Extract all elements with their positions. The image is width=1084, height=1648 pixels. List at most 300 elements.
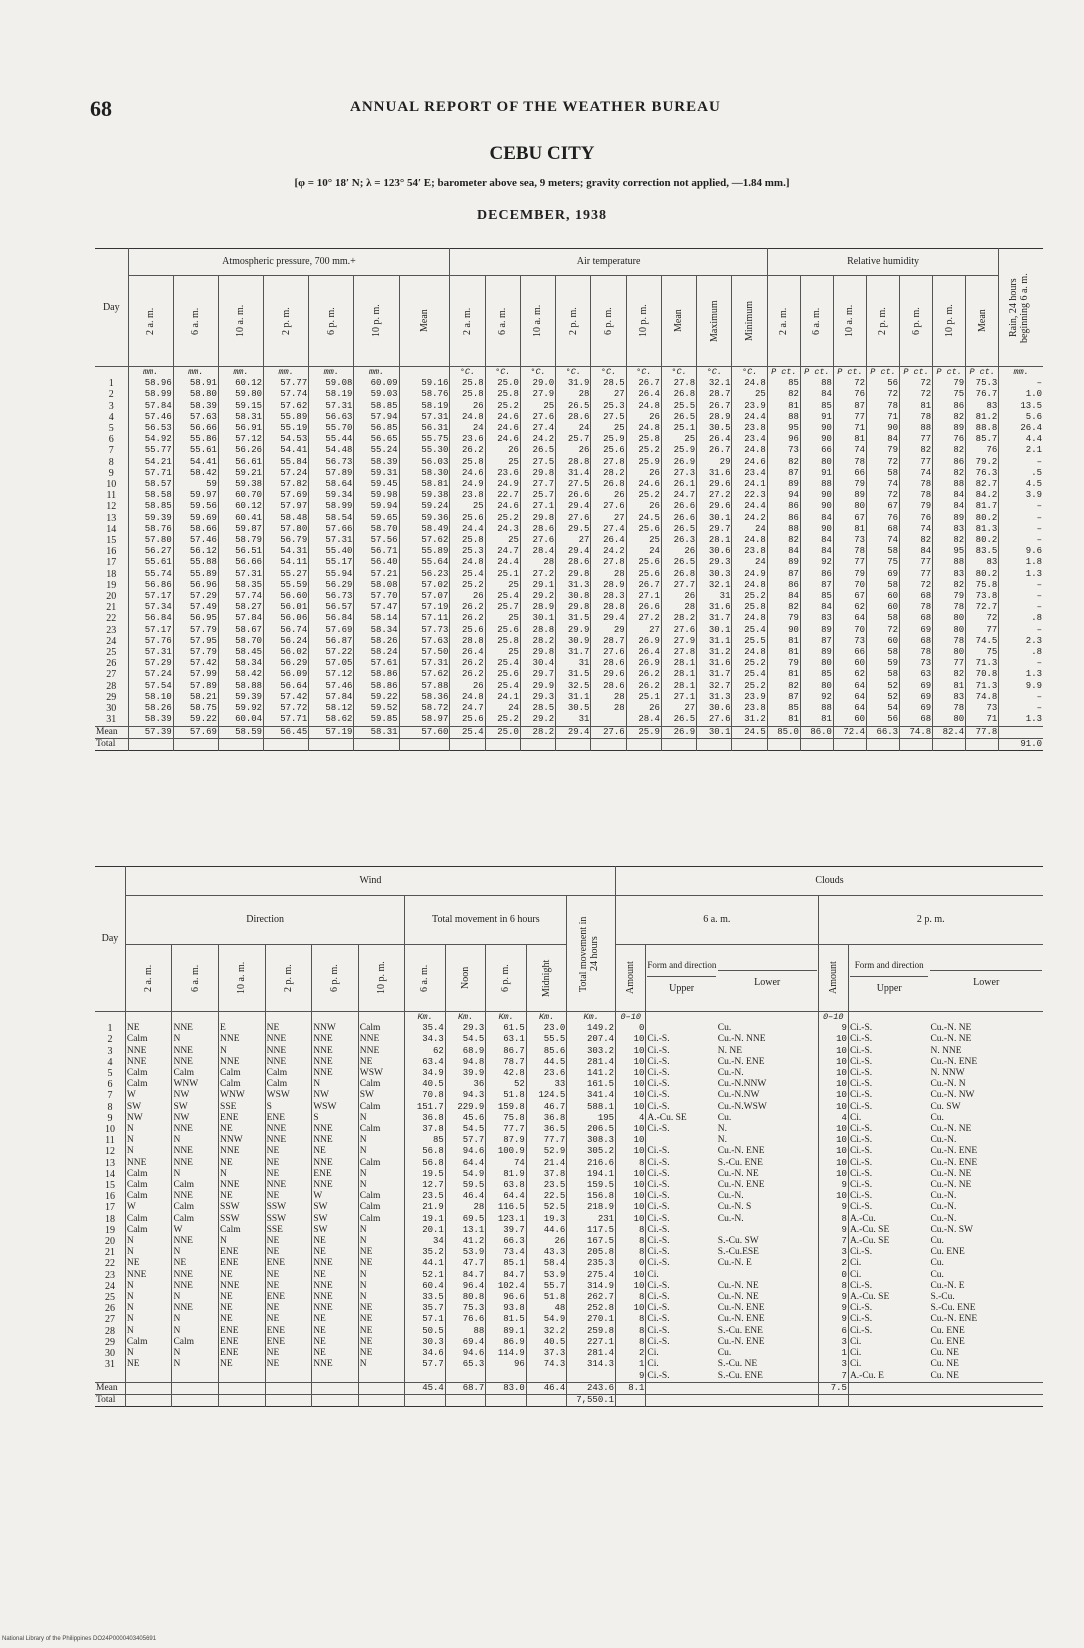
value-cell: 24.2 [732,513,767,524]
value-cell: 81 [767,647,800,658]
value-cell: Calm [358,1124,405,1135]
value-cell: 25.7 [520,490,555,501]
total-24-header: Total movement in 24 hours [567,896,616,1012]
value-cell: NE [265,1236,312,1247]
value-cell: 10 [818,1146,848,1157]
day-cell: 23 [106,624,117,636]
value-cell: 25.7 [485,602,520,613]
value-cell: Cu.-N. NE [930,1124,972,1135]
value-cell: 29.6 [697,501,732,512]
value-cell: 25.1 [626,692,661,703]
value-cell: Ci.-S. [848,1146,929,1157]
value-cell: 28.4 [626,714,661,726]
value-cell: NNW [312,1023,359,1034]
value-cell: NNE [312,1258,359,1269]
value-cell: 1.3 [999,714,1043,726]
value-cell: NE [358,1314,405,1325]
day-cell: 11 [105,1135,115,1147]
value-cell: 58.66 [173,524,218,535]
value-cell: 89 [933,513,966,524]
value-cell: WNW [172,1079,219,1090]
value-cell: 55.88 [173,557,218,568]
day-cell: 12 [104,1146,115,1158]
value-cell: 25.6 [626,557,661,568]
table-row [95,423,1043,434]
day-cell: 8 [107,1101,113,1113]
value-cell: 25.8 [450,457,485,468]
value-cell: NE [265,1348,312,1359]
value-cell: 10 [616,1034,646,1045]
value-cell: 26.6 [661,513,696,524]
value-cell: 28.2 [661,613,696,624]
value-cell: 9 [818,1292,848,1303]
value-cell: 54.53 [264,434,309,445]
value-cell: 75.3 [966,378,999,389]
value-cell: 57.62 [399,535,450,546]
value-cell: 29.8 [556,569,591,580]
table-row [95,1102,1043,1113]
value-cell: 28.7 [591,636,626,647]
value-cell: 58.4 [526,1258,567,1269]
value-cell: Cu.-N. NW [930,1090,975,1101]
value-cell: 58.96 [128,378,173,389]
value-cell: NNE [125,1158,172,1169]
value-cell: 85 [767,703,800,714]
value-cell: 69.5 [445,1214,486,1225]
value-cell: 60 [867,636,900,647]
value-cell: WNW [219,1090,266,1101]
value-cell: NE [358,1057,405,1068]
value-cell: NNE [219,1281,266,1292]
day-cell: 13 [106,512,117,524]
value-cell: Ci.-S. [848,1180,929,1191]
value-cell: Calm [358,1191,405,1202]
unit-cell: P ct. [800,367,833,379]
value-cell: Calm [172,1202,219,1213]
value-cell: 25 [732,389,767,400]
day-cell: 20 [104,1236,115,1248]
value-cell: 58.26 [128,703,173,714]
value-cell: N [172,1326,219,1337]
table-row [95,669,1043,680]
day-cell: 24 [106,635,117,647]
value-cell: 0 [616,1258,646,1269]
value-cell: 27.5 [556,479,591,490]
value-cell: ENE [265,1326,312,1337]
value-cell: 57.31 [399,658,450,669]
value-cell: 89 [767,479,800,490]
value-cell: 13.1 [445,1225,486,1236]
value-cell: 58.70 [354,524,399,535]
value-cell: 55.94 [309,569,354,580]
value-cell: S.-Cu.ESE [717,1247,759,1258]
value-cell: 28 [591,569,626,580]
value-cell: Cu.-N. ENE [930,1146,978,1157]
value-cell: 2 [818,1258,848,1269]
value-cell: 31.5 [556,669,591,680]
cloud-lower-header: Lower [717,945,818,1012]
day-cell: 28 [104,1325,115,1337]
value-cell: 67 [833,591,866,602]
value-cell: 25.9 [661,445,696,456]
value-cell: 56.57 [309,602,354,613]
value-cell: 37.8 [405,1124,446,1135]
mean-cell: 57.60 [399,726,450,738]
value-cell: 81 [767,636,800,647]
value-cell: 68 [900,591,933,602]
value-cell: 85.6 [526,1046,567,1057]
value-cell: 74 [833,445,866,456]
value-cell: 60 [867,591,900,602]
direction-col-header: 2 a. m. [125,945,172,1012]
value-cell: 24.1 [485,692,520,703]
value-cell: 10 [616,1281,646,1292]
value-cell: 24 [485,703,520,714]
value-cell: NNE [358,1034,405,1045]
value-cell: 32.1 [697,378,732,389]
value-cell: 58.08 [354,580,399,591]
value-cell: 29 [591,625,626,636]
value-cell: 58.14 [354,613,399,624]
value-cell: 29.3 [520,692,555,703]
value-cell: 80 [933,714,966,726]
value-cell: 9 [818,1303,848,1314]
value-cell: – [999,703,1043,714]
value-cell: 28 [520,557,555,568]
value-cell: 84 [800,389,833,400]
value-cell: 10 [616,1303,646,1314]
value-cell: NE [125,1359,172,1370]
value-cell: 252.8 [567,1303,616,1314]
page-number: 68 [90,96,112,121]
value-cell: 53.9 [445,1247,486,1258]
value-cell: 26.5 [661,557,696,568]
value-cell: Calm [219,1225,266,1236]
value-cell: Ci.-S. [646,1326,717,1337]
day-cell: 5 [108,423,114,435]
unit-cell: Km. [486,1012,527,1024]
value-cell: N [219,1169,266,1180]
table-row [95,580,1043,591]
value-cell: NNE [219,1180,266,1191]
value-cell: 26 [485,445,520,456]
value-cell: 78 [900,602,933,613]
value-cell: Cu.-N. ENE [717,1146,765,1157]
table-row [95,1314,1043,1325]
mean-cell: 85.0 [767,726,800,738]
value-cell: 58.72 [399,703,450,714]
value-cell: 86 [767,501,800,512]
value-cell: Ci.-S. [646,1124,717,1135]
value-cell: NE [265,1158,312,1169]
value-cell: 89 [833,490,866,501]
unit-cell: P ct. [966,367,999,379]
value-cell: NNE [312,1034,359,1045]
value-cell: 72 [900,389,933,400]
value-cell: 303.2 [567,1046,616,1057]
value-cell: 8 [616,1225,646,1236]
total-row [95,738,1043,750]
value-cell: 58.10 [128,692,173,703]
value-cell: 10 [818,1068,848,1079]
value-cell: 74 [486,1158,527,1169]
day-cell: 10 [104,1124,115,1136]
value-cell: 27.1 [520,501,555,512]
value-cell: 57.46 [309,681,354,692]
value-cell: 56.29 [309,580,354,591]
unit-cell: mm. [128,367,173,379]
value-cell: 80 [800,457,833,468]
value-cell: ENE [312,1169,359,1180]
value-cell: 24.8 [450,412,485,423]
value-cell: 56.06 [264,613,309,624]
value-cell: 54.9 [526,1314,567,1325]
pressure-temperature-humidity-table [95,248,1043,751]
value-cell: 26 [626,501,661,512]
value-cell: NE [358,1303,405,1314]
value-cell: 56.26 [218,445,263,456]
unit-cell: P ct. [767,367,800,379]
value-cell: 195 [567,1113,616,1124]
value-cell: 149.2 [567,1023,616,1034]
value-cell: 57.46 [128,412,173,423]
value-cell: 1.0 [999,389,1043,400]
value-cell: 42.8 [486,1068,527,1079]
value-cell: N [219,1046,266,1057]
value-cell: 88 [800,703,833,714]
value-cell: 341.4 [567,1090,616,1101]
value-cell: 71.3 [966,658,999,669]
value-cell: 29.4 [556,546,591,557]
value-cell: 31 [556,658,591,669]
value-cell: 31 [697,591,732,602]
value-cell: 54.41 [264,445,309,456]
value-cell: 79 [900,501,933,512]
value-cell: 4 [818,1113,848,1124]
value-cell: 27.4 [520,423,555,434]
value-cell: 59 [173,479,218,490]
value-cell: 60.70 [218,490,263,501]
value-cell: NNE [312,1124,359,1135]
value-cell: 24.8 [450,692,485,703]
rain-header: Rain, 24 hours beginning 6 a. m. [999,249,1043,367]
value-cell: 52.9 [526,1146,567,1157]
value-cell: 123.1 [486,1214,527,1225]
mean-cell: 72.4 [833,726,866,738]
value-cell: 58.79 [218,535,263,546]
value-cell: 57.1 [405,1314,446,1325]
value-cell: 26 [661,591,696,602]
value-cell: 36.8 [526,1113,567,1124]
value-cell: ENE [219,1348,266,1359]
unit-cell: °C. [732,367,767,379]
value-cell: 24.6 [485,423,520,434]
day-cell: 7 [108,445,114,457]
value-cell: 72 [867,490,900,501]
value-cell: 26.9 [661,457,696,468]
value-cell: SW [125,1102,172,1113]
value-cell: 57.31 [309,401,354,412]
value-cell: 229.9 [445,1102,486,1113]
value-cell [486,1371,527,1383]
value-cell: 70 [833,625,866,636]
value-cell: 55.64 [399,557,450,568]
t1-col-header: 6 a. m. [173,276,218,367]
value-cell: NNE [172,1281,219,1292]
value-cell: 81.5 [486,1314,527,1325]
value-cell: Ci.-S. [848,1247,929,1258]
value-cell: 28.8 [591,602,626,613]
value-cell: 56.66 [173,423,218,434]
value-cell: 76.6 [445,1314,486,1325]
value-cell: 59.39 [128,513,173,524]
value-cell: 64.4 [445,1158,486,1169]
value-cell: N. NNW [930,1068,965,1079]
value-cell: 28.9 [520,602,555,613]
value-cell: 4.4 [999,434,1043,445]
value-cell: 26.7 [626,580,661,591]
value-cell: 25 [450,501,485,512]
value-cell: Cu.-N. E [717,1258,752,1269]
value-cell: 31.2 [732,714,767,726]
value-cell: 57.74 [264,389,309,400]
value-cell: ENE [265,1113,312,1124]
value-cell: 88 [767,524,800,535]
value-cell: 58 [867,669,900,680]
value-cell: 55.7 [526,1281,567,1292]
unit-cell: mm. [173,367,218,379]
value-cell: 30.5 [556,703,591,714]
table-row [95,1359,1043,1370]
value-cell: 24.8 [732,535,767,546]
running-title: ANNUAL REPORT OF THE WEATHER BUREAU [350,99,721,115]
direction-col-header: 6 p. m. [312,945,359,1012]
value-cell: 25.6 [450,513,485,524]
table-row [95,613,1043,624]
value-cell: 25.9 [591,434,626,445]
value-cell: 68 [900,714,933,726]
value-cell: 57.62 [264,401,309,412]
value-cell: 28.1 [661,669,696,680]
value-cell: Ci.-S. [646,1180,717,1191]
value-cell: 26.2 [450,602,485,613]
value-cell: 24 [556,423,591,434]
station-coordinates: [φ = 10° 18′ N; λ = 123° 54′ E; barometer above sea, 9 meters; gravity correction not applied, —1.84 mm.] [294,177,790,189]
value-cell: 59 [867,658,900,669]
value-cell: 59.39 [218,692,263,703]
day-cell: 24 [104,1280,115,1292]
value-cell: 10 [616,1202,646,1213]
value-cell: 69 [900,681,933,692]
value-cell: 27.2 [520,569,555,580]
value-cell: NNE [172,1057,219,1068]
value-cell: 56.23 [399,569,450,580]
value-cell: Ci.-S. [848,1124,929,1135]
unit-cell: 0–10 [818,1012,848,1024]
value-cell: 54.48 [309,445,354,456]
value-cell: 29.2 [520,714,555,726]
value-cell: NNE [172,1303,219,1314]
value-cell: 24.7 [485,546,520,557]
day-cell: 31 [104,1359,115,1371]
value-cell: 25.3 [450,546,485,557]
value-cell: 25.2 [450,580,485,591]
value-cell: 83 [966,557,999,568]
value-cell: 55.70 [309,423,354,434]
value-cell: 205.8 [567,1247,616,1258]
value-cell: 33.5 [405,1292,446,1303]
value-cell: 26.8 [661,569,696,580]
unit-cell: Km. [445,1012,486,1024]
value-cell: – [999,602,1043,613]
value-cell: 47.7 [445,1258,486,1269]
value-cell: 59.08 [309,378,354,389]
value-cell: 71 [833,423,866,434]
table-row [95,445,1043,456]
value-cell: 56.84 [128,613,173,624]
value-cell: 76 [933,434,966,445]
value-cell: 30.4 [520,658,555,669]
value-cell: 27.6 [520,535,555,546]
value-cell: 24.8 [626,423,661,434]
t1-col-header: 10 p. m. [354,276,399,367]
value-cell: Calm [172,1180,219,1191]
value-cell: NW [172,1113,219,1124]
value-cell: 77 [900,434,933,445]
value-cell: 73 [833,636,866,647]
value-cell: Calm [358,1079,405,1090]
value-cell: 59.94 [354,501,399,512]
t1-col-header: Maximum [697,276,732,367]
value-cell: 8 [616,1326,646,1337]
value-cell: 10 [818,1135,848,1146]
value-cell: NE [265,1247,312,1258]
value-cell: – [999,658,1043,669]
mean-cell: 58.59 [218,726,263,738]
table-row [95,681,1043,692]
value-cell: 26 [626,703,661,714]
value-cell: 25.4 [732,669,767,680]
value-cell: 58.48 [264,513,309,524]
value-cell: 58 [867,647,900,658]
movement-group-header: Total movement in 6 hours [405,896,567,945]
value-cell: .8 [999,613,1043,624]
value-cell: 26.6 [661,501,696,512]
value-cell: 96.6 [486,1292,527,1303]
value-cell: 28.5 [520,703,555,714]
value-cell: 24.3 [485,524,520,535]
unit-cell: 0–10 [616,1012,646,1024]
table-row [95,1236,1043,1247]
value-cell: 27.6 [556,513,591,524]
value-cell: 78.7 [486,1057,527,1068]
value-cell: 57.62 [399,669,450,680]
value-cell: 25.6 [591,445,626,456]
value-cell: Cu.-N. NE [930,1168,972,1179]
value-cell: NE [312,1326,359,1337]
table-row [95,636,1043,647]
value-cell: 55.75 [399,434,450,445]
value-cell: NNE [172,1124,219,1135]
table-row [95,1281,1043,1292]
value-cell: 26.4 [999,423,1043,434]
value-cell: 84.7 [486,1270,527,1281]
value-cell: NE [358,1337,405,1348]
value-cell: 86 [933,457,966,468]
day-cell: 12 [106,501,117,513]
mean-cell: 26.9 [661,726,696,738]
value-cell: Calm [358,1023,405,1034]
